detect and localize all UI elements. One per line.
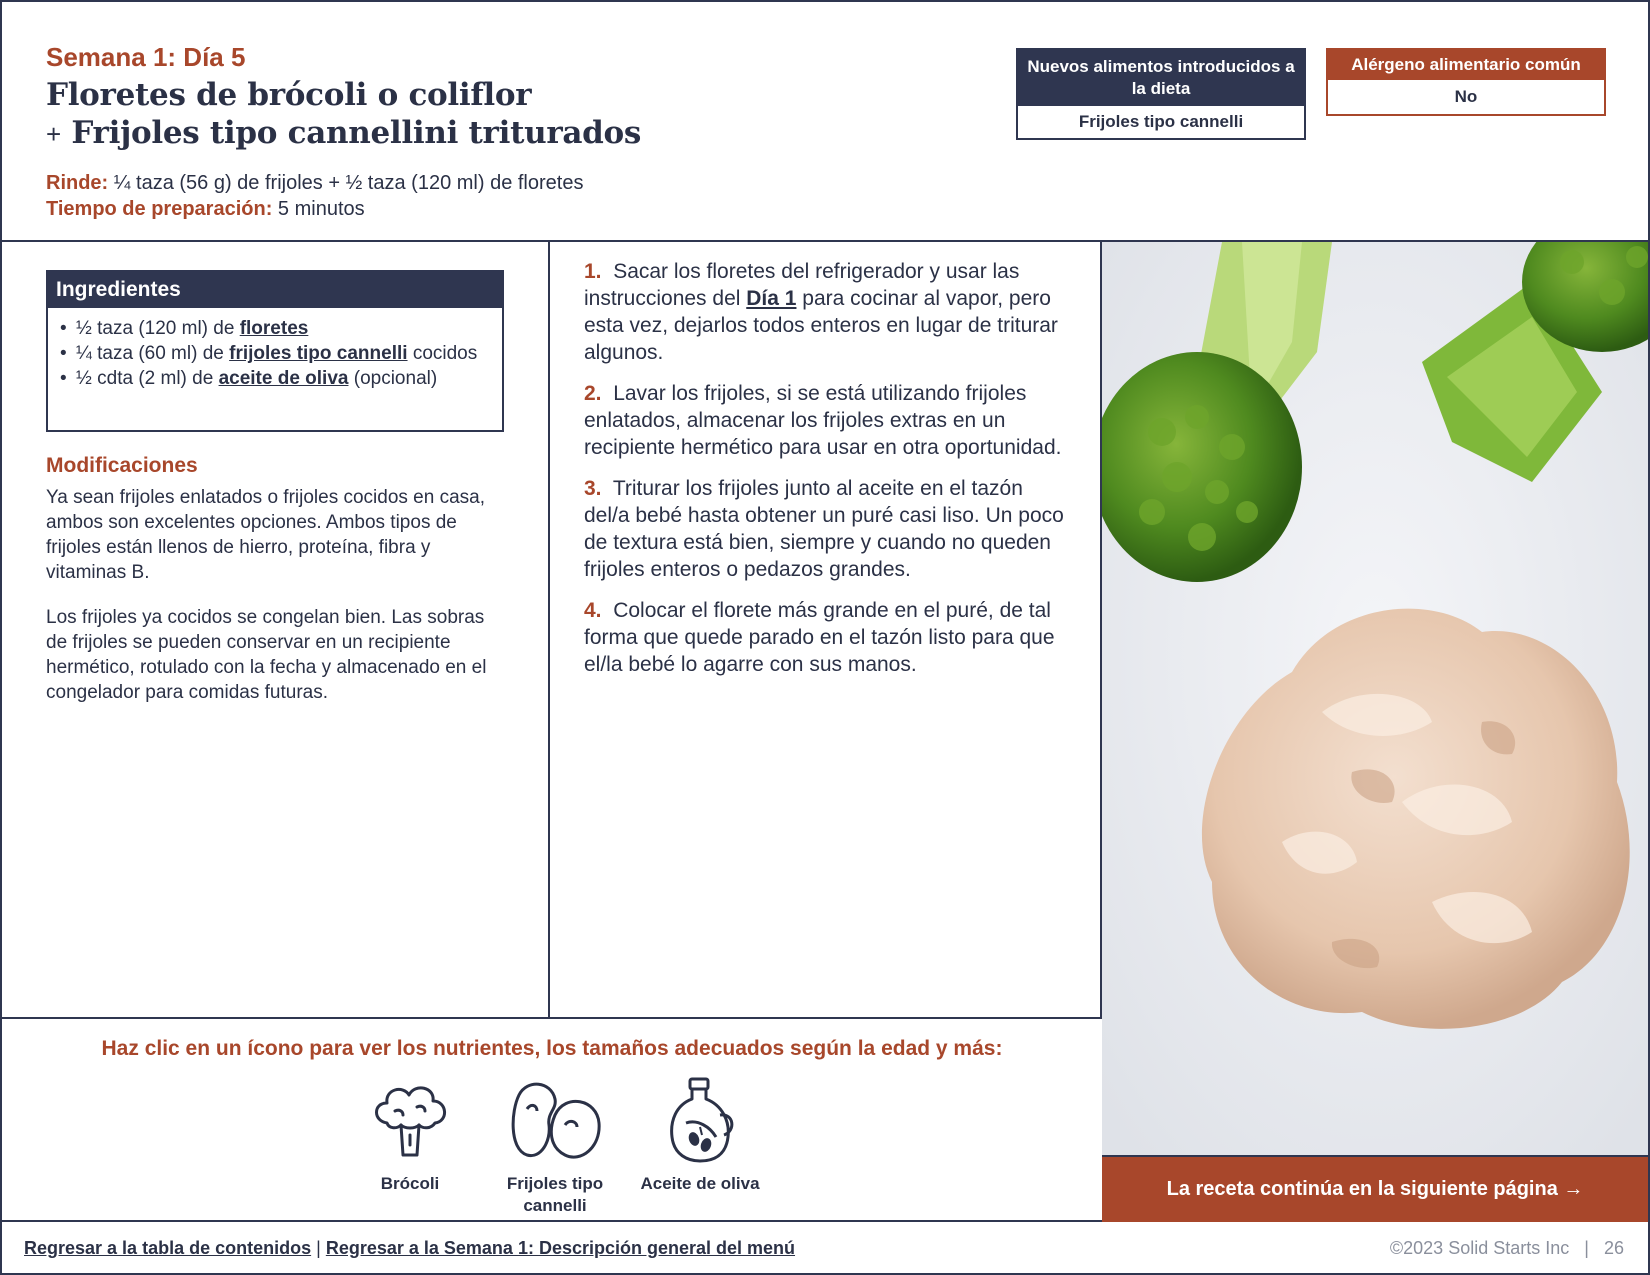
step-number: 1. <box>584 260 602 283</box>
broccoli-icon <box>365 1075 455 1165</box>
step-4 <box>584 597 1064 678</box>
footer-links <box>24 1238 795 1259</box>
ingredient-link-floretes[interactable]: floretes <box>239 318 309 339</box>
day-1-link[interactable]: Día 1 <box>746 287 797 310</box>
page-footer <box>2 1222 1648 1275</box>
steps-list <box>584 258 1064 692</box>
table-of-contents-link[interactable]: Regresar a la tabla de contenidos <box>24 1238 312 1258</box>
step-text: Lavar los frijoles, si se está utilizando frijoles enlatados, almacenar los frijoles extras en un recipiente hermético para usar en otra oportunidad. <box>584 382 1062 459</box>
step-text: Colocar el florete más grande en el puré, de tal forma que quede parado en el tazón listo para que el/la bebé lo agarre con sus manos. <box>584 599 1055 676</box>
new-foods-value: Frijoles tipo cannelli <box>1078 112 1244 131</box>
ingredient-text: ½ cdta (2 ml) de <box>76 368 219 389</box>
title-line-1: Floretes de brócoli o coliflor <box>46 77 532 113</box>
olive-oil-icon <box>660 1075 740 1165</box>
ingredient-item <box>60 316 492 341</box>
nutrient-icons-section <box>2 1017 1102 1222</box>
beans-icon <box>505 1075 605 1165</box>
step-text: para cocinar al vapor, pero esta vez, dejarlos todos enteros en lugar de triturar algunos. <box>584 287 1058 364</box>
icons-instructions: Haz clic en un ícono para ver los nutrientes, los tamaños adecuados según la edad y más: <box>101 1037 1003 1060</box>
ingredient-text: ½ taza (120 ml) de <box>76 318 240 339</box>
allergen-value: No <box>1454 87 1478 106</box>
ingredient-text: (opcional) <box>348 368 438 389</box>
ingredient-text: cocidos <box>407 343 478 364</box>
yield-info <box>46 170 583 222</box>
title-line-2-text: Frijoles tipo cannellini triturados <box>71 115 642 151</box>
ingredients-heading: Ingredientes <box>48 272 502 308</box>
olive-oil-icon-link[interactable] <box>630 1075 770 1195</box>
step-text: Triturar los frijoles junto al aceite en el tazón del/a bebé hasta obtener un puré casi liso. Un poco de textura está bien, siempre y cuando no queden frijoles enteros o pedazos grandes. <box>584 477 1064 581</box>
yield-label: Rinde: <box>46 172 109 194</box>
steps-column <box>550 242 1102 1017</box>
modifications-heading: Modificaciones <box>46 454 198 477</box>
recipe-title <box>46 76 641 153</box>
step-number: 3. <box>584 477 602 500</box>
food-photo-illustration <box>1102 242 1648 1157</box>
beans-label: Frijoles tipo cannelli <box>506 1174 604 1215</box>
recipe-photo <box>1102 242 1648 1157</box>
allergen-heading: Alérgeno alimentario común <box>1328 50 1604 80</box>
yield-value: ¼ taza (56 g) de frijoles + ½ taza (120 ml) de floretes <box>113 172 584 194</box>
prep-row <box>46 196 583 222</box>
step-number: 2. <box>584 382 602 405</box>
new-foods-heading: Nuevos alimentos introducidos a la dieta <box>1018 50 1304 106</box>
copyright-text: ©2023 Solid Starts Inc <box>1389 1238 1570 1258</box>
copyright-info <box>1390 1238 1624 1259</box>
page-number: 26 <box>1603 1238 1624 1258</box>
ingredient-item <box>60 366 492 391</box>
step-number: 4. <box>584 599 602 622</box>
step-3 <box>584 475 1064 583</box>
page-separator: | <box>1584 1238 1589 1258</box>
ingredients-list <box>48 308 502 391</box>
step-1 <box>584 258 1064 366</box>
week-day-label: Semana 1: Día 5 <box>46 42 246 72</box>
title-line-2 <box>46 114 641 153</box>
recipe-header <box>2 2 1648 242</box>
ingredient-link-aceite[interactable]: aceite de oliva <box>218 368 349 389</box>
beans-icon-link[interactable] <box>485 1075 625 1217</box>
step-2 <box>584 380 1064 461</box>
ingredients-box <box>46 270 504 432</box>
allergen-badge <box>1326 48 1606 116</box>
new-foods-badge <box>1016 48 1306 140</box>
continue-next-page-banner[interactable]: La receta continúa en la siguiente página → <box>1102 1157 1648 1222</box>
footer-separator: | <box>316 1238 321 1258</box>
left-column <box>2 242 550 1017</box>
yield-row <box>46 170 583 196</box>
step-text: Sacar los floretes del refrigerador y usar las instrucciones del <box>584 260 1020 310</box>
prep-label: Tiempo de preparación: <box>46 198 273 220</box>
modifications-paragraph-2: Los frijoles ya cocidos se congelan bien. Las sobras de frijoles se pueden conservar en un recipiente hermético, rotulado con la fecha y almacenado en el congelador para comidas futuras. <box>46 607 487 703</box>
ingredient-link-frijoles[interactable]: frijoles tipo cannelli <box>229 343 408 364</box>
broccoli-icon-link[interactable] <box>340 1075 480 1195</box>
ingredient-item <box>60 341 492 366</box>
olive-oil-label: Aceite de oliva <box>640 1174 760 1193</box>
modifications-paragraph-1: Ya sean frijoles enlatados o frijoles cocidos en casa, ambos son excelentes opciones. Ambos tipos de frijoles están llenos de hierro, proteína, fibra y vitaminas B. <box>46 487 486 583</box>
prep-value: 5 minutos <box>277 198 365 220</box>
broccoli-label: Brócoli <box>380 1174 440 1193</box>
title-plus: + <box>46 119 61 149</box>
ingredient-text: ¼ taza (60 ml) de <box>76 343 230 364</box>
week-1-overview-link[interactable]: Regresar a la Semana 1: Descripción general del menú <box>325 1238 796 1258</box>
